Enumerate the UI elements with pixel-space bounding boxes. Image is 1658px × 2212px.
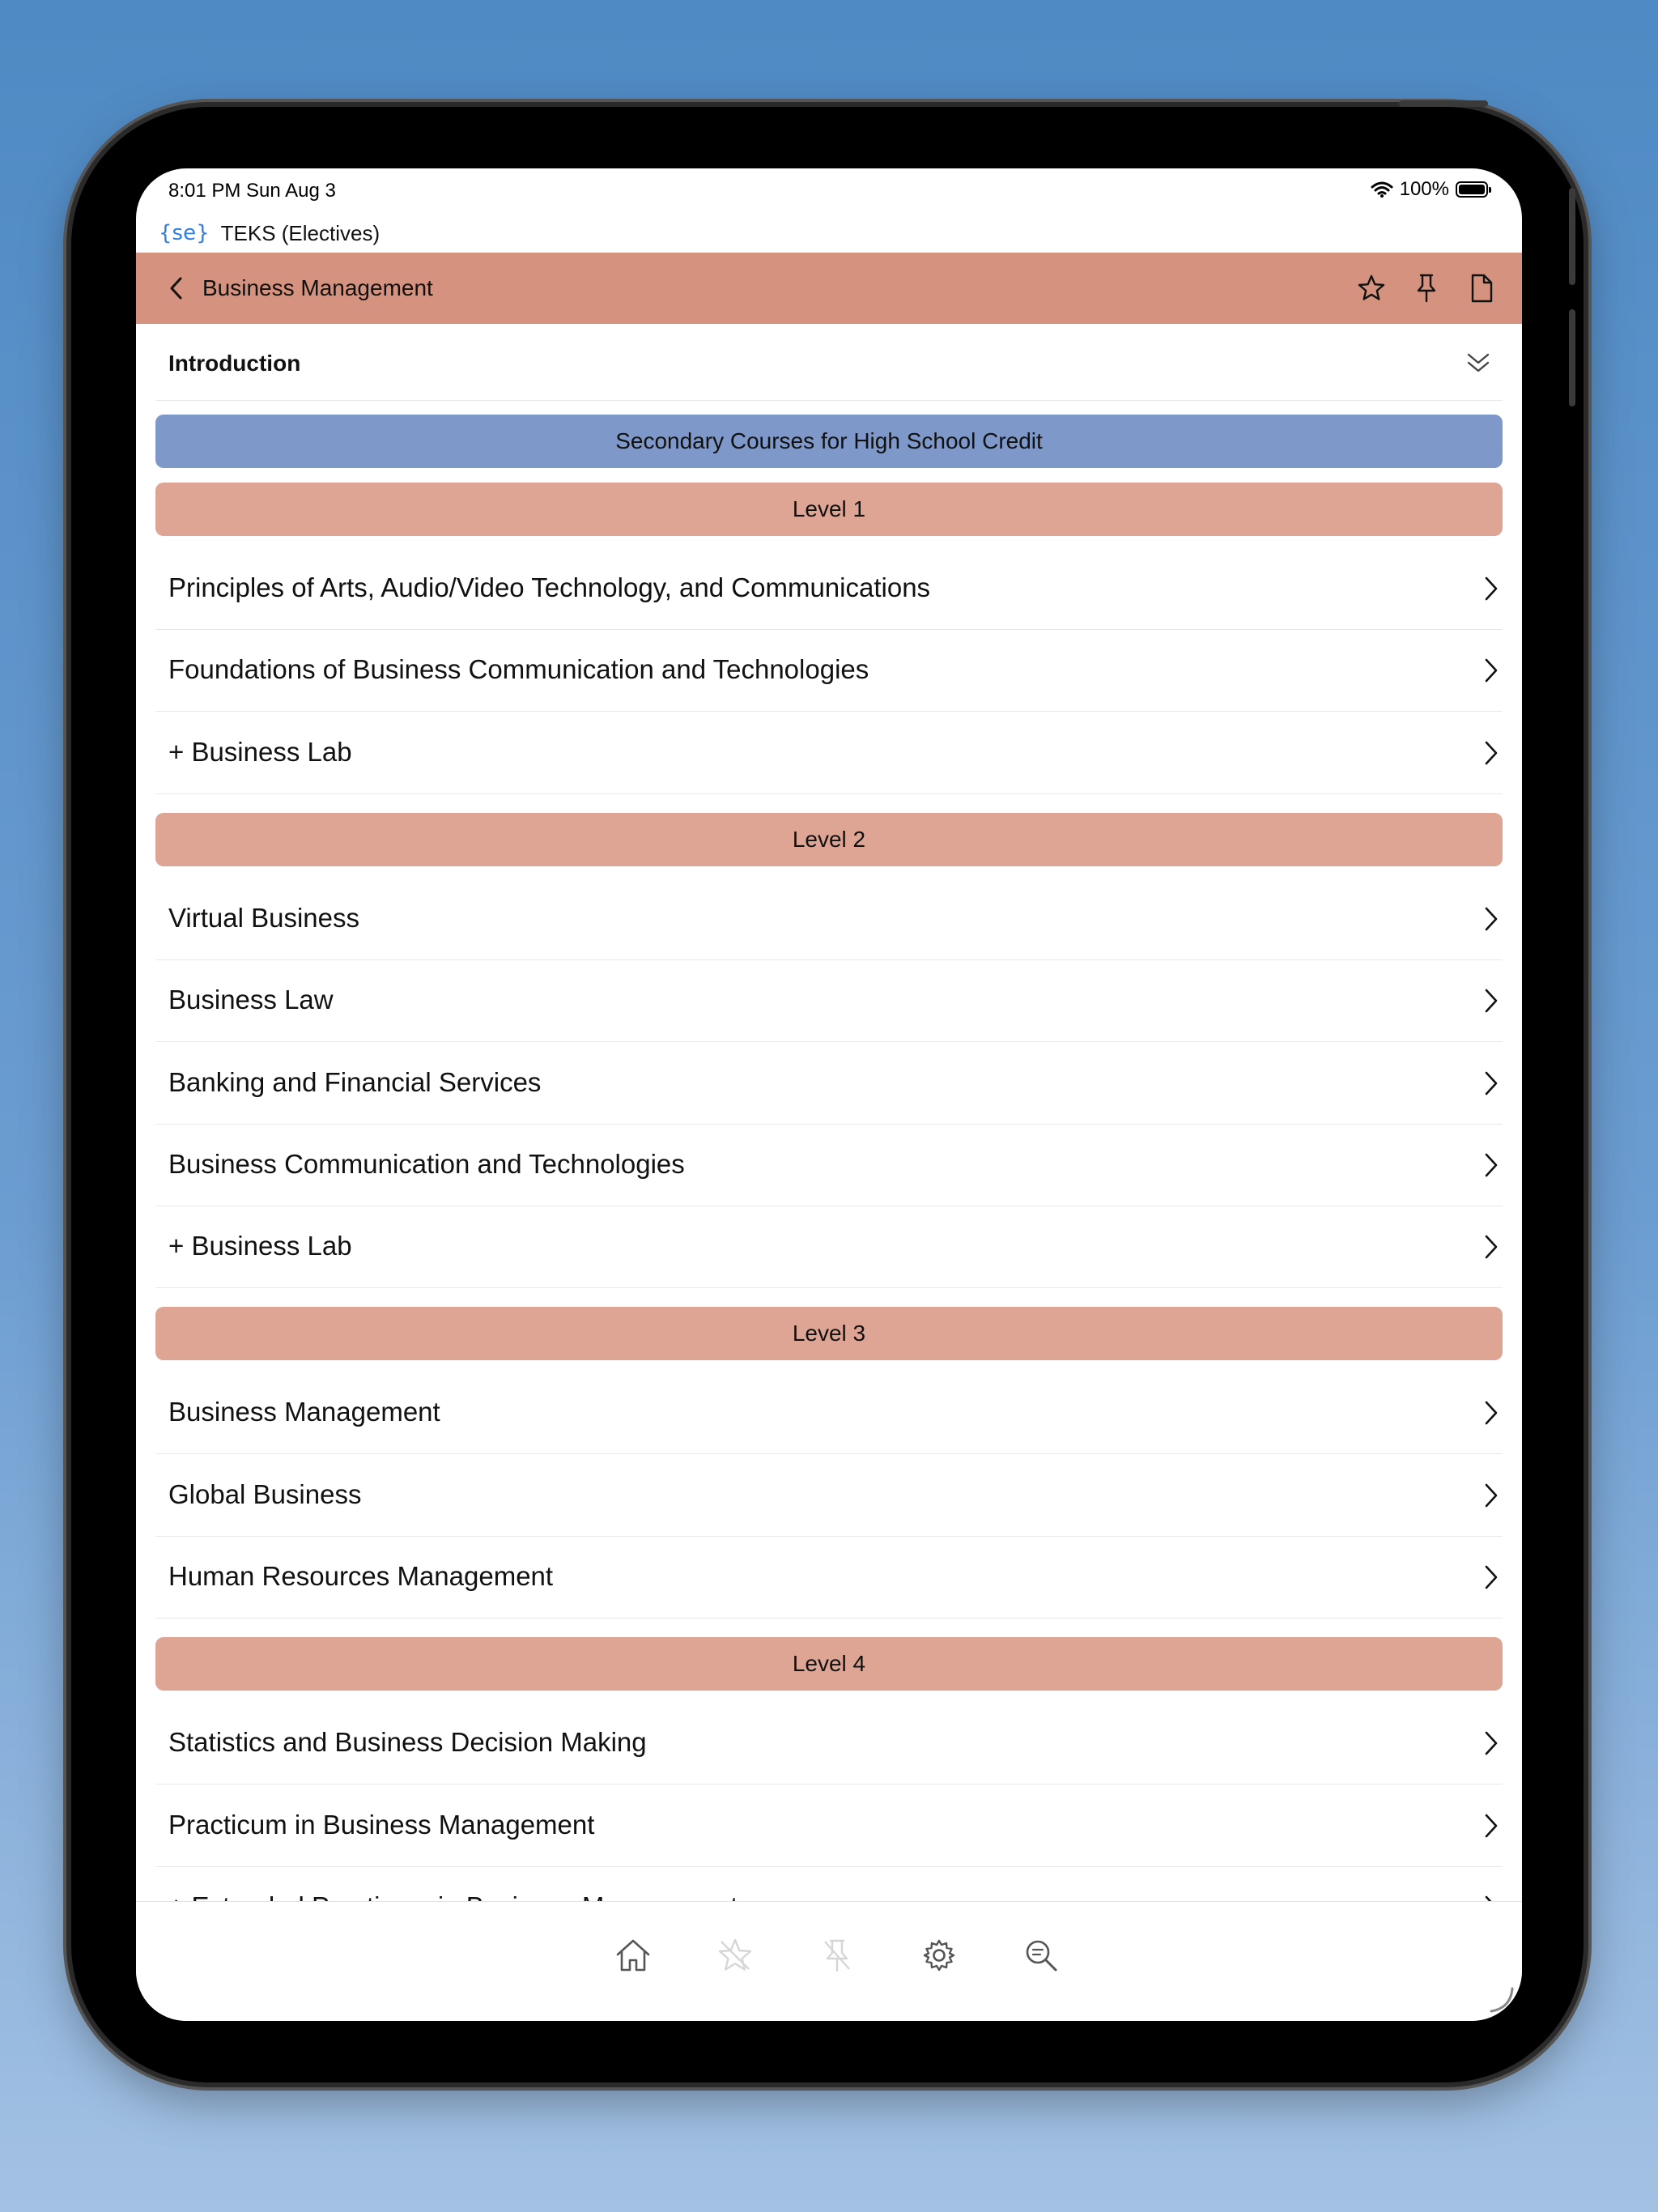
level-header: Level 1 <box>155 483 1503 536</box>
status-bar <box>136 168 1522 211</box>
course-title: Principles of Arts, Audio/Video Technology, and Communications <box>168 572 931 602</box>
chevron-right-icon <box>1478 1812 1503 1840</box>
course-title: Banking and Financial Services <box>168 1066 542 1097</box>
back-button[interactable] <box>155 267 198 309</box>
course-row[interactable] <box>155 1042 1503 1125</box>
pin-icon <box>1413 273 1440 304</box>
course-title: Statistics and Business Decision Making <box>168 1727 647 1758</box>
star-icon <box>1357 274 1386 303</box>
section-header-band: Secondary Courses for High School Credit <box>155 415 1503 468</box>
pin-icon <box>818 1937 856 1974</box>
course-title: Virtual Business <box>168 902 360 933</box>
page-title: Business Management <box>202 275 433 300</box>
gear-icon <box>921 1938 957 1973</box>
tab-favorites[interactable] <box>709 1929 761 1981</box>
course-row[interactable] <box>155 1124 1503 1206</box>
course-title: Global Business <box>168 1478 362 1509</box>
chevron-right-icon <box>1478 1233 1503 1261</box>
app-title-line <box>159 217 380 249</box>
course-row[interactable] <box>155 629 1503 712</box>
course-title: Practicum in Business Management <box>168 1809 595 1840</box>
course-row[interactable] <box>155 1536 1503 1619</box>
battery-percent: 100% <box>1399 178 1449 200</box>
chevron-right-icon <box>1478 1399 1503 1427</box>
document-icon <box>1469 273 1494 304</box>
tab-settings[interactable] <box>913 1929 965 1981</box>
course-row[interactable] <box>155 959 1503 1042</box>
level-header: Level 2 <box>155 813 1503 866</box>
chevron-right-icon <box>1478 1070 1503 1097</box>
course-title: Business Law <box>168 985 334 1015</box>
wifi-icon <box>1371 181 1393 198</box>
course-title: + Business Lab <box>168 736 352 767</box>
app-title: TEKS (Electives) <box>220 220 380 245</box>
corner-indicator <box>1486 1985 1516 2014</box>
course-row[interactable] <box>155 1372 1503 1454</box>
chevron-right-icon <box>1478 905 1503 933</box>
level-header: Level 3 <box>155 1307 1503 1360</box>
status-time: 8:01 PM Sun Aug 3 <box>168 180 336 202</box>
document-button[interactable] <box>1460 267 1503 309</box>
course-row[interactable] <box>155 1702 1503 1784</box>
star-icon <box>716 1937 754 1974</box>
battery-icon <box>1456 181 1488 198</box>
course-row[interactable] <box>155 1454 1503 1537</box>
tab-search[interactable] <box>1015 1929 1067 1981</box>
tab-home[interactable] <box>607 1929 659 1981</box>
course-row[interactable] <box>155 712 1503 794</box>
course-row[interactable] <box>155 1784 1503 1867</box>
chevron-right-icon <box>1478 1563 1503 1591</box>
nav-bar <box>136 253 1522 324</box>
chevron-left-icon <box>168 276 185 300</box>
tab-bar <box>136 1901 1522 2021</box>
app-logo: {se} <box>159 221 210 245</box>
course-title: Business Management <box>168 1397 440 1427</box>
app-screen <box>136 168 1522 2021</box>
chevron-right-icon <box>1478 657 1503 684</box>
chevron-right-icon <box>1478 1482 1503 1509</box>
chevron-right-icon <box>1478 987 1503 1015</box>
course-row[interactable] <box>155 1206 1503 1288</box>
chevron-right-icon <box>1478 1729 1503 1757</box>
course-title: + Business Lab <box>168 1231 352 1261</box>
level-header: Level 4 <box>155 1637 1503 1691</box>
introduction-row[interactable] <box>155 324 1503 401</box>
course-title: Foundations of Business Communication and Technologies <box>168 654 869 685</box>
introduction-label: Introduction <box>168 351 301 376</box>
chevron-right-icon <box>1478 575 1503 602</box>
course-row[interactable] <box>155 878 1503 960</box>
chevron-right-icon <box>1478 1151 1503 1179</box>
favorite-button[interactable] <box>1350 267 1392 309</box>
search-icon <box>1022 1937 1060 1974</box>
course-title: Human Resources Management <box>168 1561 554 1591</box>
home-icon <box>614 1938 652 1973</box>
course-title: Business Communication and Technologies <box>168 1148 685 1179</box>
course-row[interactable] <box>155 547 1503 630</box>
tab-pins[interactable] <box>811 1929 863 1981</box>
double-chevron-down-icon <box>1462 347 1494 379</box>
chevron-right-icon <box>1478 739 1503 767</box>
pin-button[interactable] <box>1405 267 1448 309</box>
